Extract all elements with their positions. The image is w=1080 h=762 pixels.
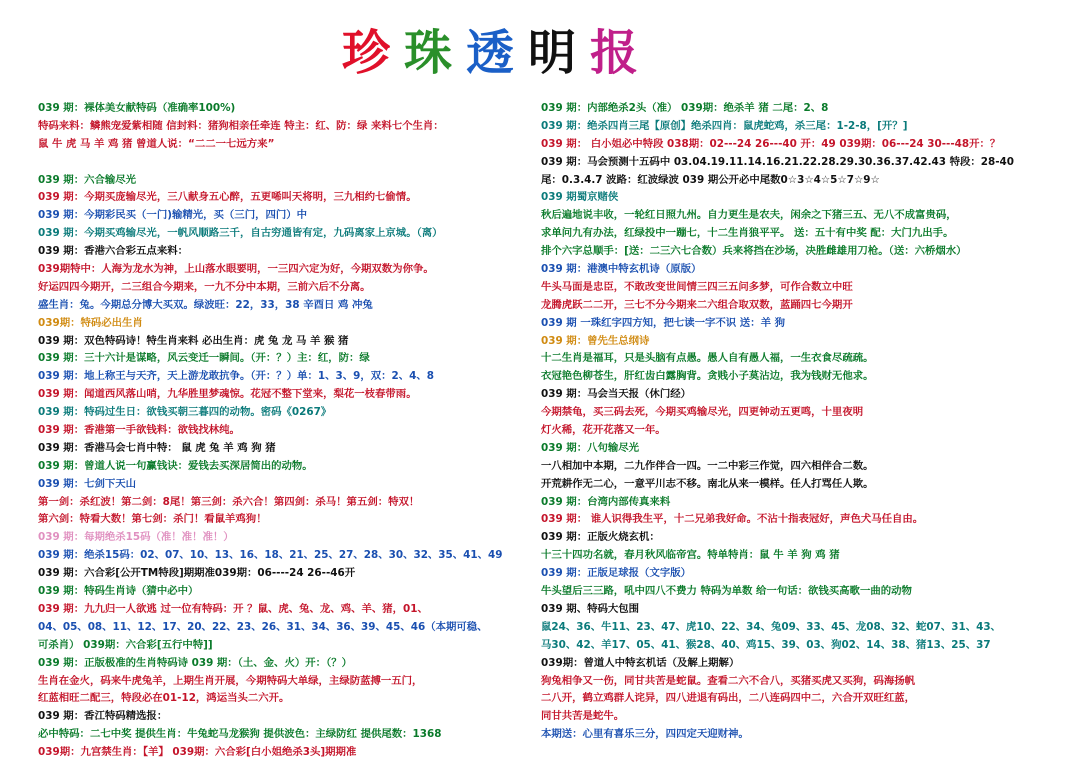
text-line: 039 期：今期买鸡输尽光，一帆风顺路三千，自古穷通皆有定，九码离家上京城。（离）	[38, 227, 443, 240]
text-line: 排个六字总顺手：[送：二三六七合数）兵来将挡在沙场，决胜雌雄用刀枪。（送：六桥烟水）	[541, 245, 967, 258]
text-line: 039 期、特码大包围	[541, 602, 640, 615]
text-line: 039 期：特码生肖诗（猜中必中）	[38, 585, 199, 598]
text-line: 039 期：六合输尽光	[38, 173, 137, 186]
text-line: 求单问九有办法，红绿投中一蹦七，十二生肖狼平平。 送：五十有中奖 配：大门九出手。	[541, 227, 954, 240]
text-line: 039 期蜀京赌侠	[541, 191, 619, 204]
text-line: 必中特码：二七中奖 提供生肖：牛兔蛇马龙猴狗 提供波色：主绿防红 提供尾数：1368	[38, 728, 442, 741]
text-line: 039 期： 谁人识得我生平，十二兄弟我好命。不沾十指表冠好，声色犬马任自由。	[541, 513, 924, 526]
text-line: 039期：特码必出生肖	[38, 316, 143, 329]
text-line: 039 期：正版火烧玄机：	[541, 531, 660, 544]
text-line: 039 期：马会当天报（休门经）	[541, 388, 691, 401]
text-line: 039 期：正版极准的生肖特码诗 039 期：（土、金、火）开：（？）	[38, 656, 352, 669]
text-line: 039 期：正版足球报（文字版）	[541, 567, 691, 580]
text-line: 特码来料：鳞熊宠爱紫相随 信封料：猪狗相亲任牵连 特主：红、防：绿 来料七个生肖：	[38, 119, 444, 132]
title-char: 珠	[403, 25, 452, 81]
text-line: 牛头马面是忠臣，不敢改变世间情三四三五问多梦，可作合数立中旺	[541, 280, 853, 293]
text-line: 039 期：内部绝杀2头（准） 039期：绝杀羊 猪 二尾：2、8	[541, 102, 829, 114]
text-line: 039 期：曾先生总纲诗	[541, 334, 650, 347]
text-line: 039期：曾道人中特玄机话（及解上期解）	[541, 656, 740, 669]
text-line: 秋后遍地说丰收，一轮红日照九州。自力更生是农夫，闲余之下猪三五、无八不成富贵码，	[541, 209, 957, 222]
text-line: 第六剑：特看大数！第七剑：杀门！看鼠羊鸡狗！	[38, 513, 267, 526]
text-line: 马30、42、羊17、05、41、猴28、40、鸡15、39、03、狗02、14、38、猪13、25、37	[541, 638, 991, 651]
text-line: 039 期：今期买庞输尽光，三八献身五心醉，五更唏叫天将明，三九相约七偷情。	[38, 191, 417, 204]
text-line: 039 期：闻道西风落山哨，九华胜里梦魂惊。花冠不整下堂来，梨花一枝春带雨。	[38, 388, 417, 401]
text-line: 039 期：每期绝杀15码（准！准！准！）	[38, 531, 234, 544]
text-line: 灯火稀，花开花落又一年。	[541, 424, 666, 437]
text-line: 039 期：双色特码诗！特生肖来料 必出生肖：虎 兔 龙 马 羊 猴 猪	[38, 334, 349, 347]
text-line: 十三十四功名就，春月秋风临帝宫。特单特肖：鼠 牛 羊 狗 鸡 猪	[541, 549, 840, 562]
text-line: 039 期：香港马会七肖中特： 鼠 虎 兔 羊 鸡 狗 猪	[38, 441, 276, 454]
text-line: 039 期：六合彩[公开TM特段]期期准039期：06----24 26--46开	[38, 567, 356, 580]
text-line: 039 期：八句输尽光	[541, 441, 640, 454]
text-line: 本期送：心里有喜乐三分，四四定天迎财神。	[541, 728, 749, 741]
right-column	[541, 100, 1041, 744]
blank-line	[38, 154, 518, 172]
text-line: 039 期：马会预测十五码中 03.04.19.11.14.16.21.22.28.29.30.36.37.42.43 特段：28-40	[541, 155, 1015, 168]
text-line: 红蓝相旺二配三，特段必在01-12，鸿运当头二六开。	[38, 692, 290, 705]
text-line: 鼠 牛 虎 马 羊 鸡 猪 曾道人说：“二二一七远方来”	[38, 137, 275, 150]
text-line: 039 期：曾道人说一句赢钱诀：爱钱去买深居简出的动物。	[38, 459, 313, 472]
text-line: 牛头望后三三路，吼中四八不费力 特码为单数 给一句话：欲钱买高歌一曲的动物	[541, 585, 912, 598]
text-line: 龙腾虎跃二二开，三七不分今期来二六组合取双数，蓝踊四七今期开	[541, 298, 853, 311]
text-line: 生肖在金火，码来牛虎兔羊，上期生肖开展，今期特码大单绿，主绿防蓝搏一五门，	[38, 674, 423, 687]
text-line: 039 期：三十六计是谋略，风云变迁一瞬间。（开：？）主：红，防：绿	[38, 352, 370, 365]
text-line: 039 期： 白小姐必中特段 038期：02---24 26---40 开：49 039期：06---24 30---48开：？	[541, 137, 1001, 150]
text-line: 039 期：今期彩民买（一门)输精光，买（三门，四门）中	[38, 209, 308, 222]
text-line: 039 期：香江特码精选报：	[38, 710, 168, 723]
text-line: 可杀肖） 039期：六合彩[五行中特]]	[38, 638, 213, 651]
text-line: 今期禁龟，买三码去死，今期买鸡输尽光，四更钟动五更鸣，十里夜明	[541, 406, 864, 419]
text-line: 039 期：裸体美女献特码（准确率100%)	[38, 102, 236, 114]
text-line: 第一剑：杀红波！第二剑：8尾！第三剑：杀六合！第四剑：杀马！第五剑：特双！	[38, 495, 420, 508]
text-line: 狗兔相争又一伤，同甘共苦是蛇鼠。查看二六不合八，买猪买虎又买狗，码海扬帆	[541, 674, 916, 687]
text-line: 039期特中：人海为龙水为神，上山落水眼要明，一三四六定为好，今期双数为你争。	[38, 263, 434, 276]
text-line: 039 期：九九归一人欲逃 过一位有特码：开 ？鼠、虎、兔、龙、鸡、羊、猪，01、	[38, 602, 428, 615]
masthead-title	[300, 18, 680, 88]
text-line: 039 期：地上称王与天齐，天上游龙敢抗争。（开：？）单：1、3、9，双：2、4、8	[38, 370, 434, 383]
left-column	[38, 100, 518, 762]
text-line: 039 期 一珠红字四方知，把七读一字不识 送：羊 狗	[541, 316, 785, 329]
text-line: 039 期：台湾内部传真来料	[541, 495, 671, 508]
text-line: 尾：0.3.4.7 波路：红波绿波 039 期公开必中尾数0☆3☆4☆5☆7☆9☆	[541, 173, 880, 186]
text-line: 039 期：特码过生日：欲钱买朝三暮四的动物。密码《0267》	[38, 406, 332, 419]
title-char: 透	[465, 25, 514, 81]
text-line: 039 期：香港六合彩五点来料：	[38, 245, 188, 258]
text-line: 盛生肖：兔。今期总分博大买双。绿波旺：22，33，38 辛酉日 鸡 冲兔	[38, 298, 373, 311]
text-line: 一八相加中本期，二九作伴合一四。一二中彩三作觉，四六相伴合二数。	[541, 459, 874, 472]
text-line: 039 期：香港第一手欲钱料：欲钱找林纯。	[38, 424, 240, 437]
text-line: 开荒耕作无二心，一意平川志不移。南北从来一模样。任人打骂任人欺。	[541, 477, 874, 490]
title-char: 明	[528, 25, 577, 81]
text-line: 039期：九宫禁生肖：【羊】 039期：六合彩[白小姐绝杀3头]期期准	[38, 746, 357, 759]
text-line: 鼠24、36、牛11、23、47、虎10、22、34、兔09、33、45、龙08、32、蛇07、31、43、	[541, 620, 1001, 633]
text-line: 衣冠艳色柳苍生，肝红齿白露胸背。贪贱小子莫沾边，我为钱财无他求。	[541, 370, 874, 383]
text-line: 039 期：绝杀四肖三尾【原创】绝杀四肖：鼠虎蛇鸡，杀三尾：1-2-8，[开？]	[541, 119, 908, 132]
text-line: 同甘共苦是蛇牛。	[541, 710, 625, 723]
text-line: 04、05、08、11、12、17、20、22、23、26、31、34、36、39、45、46（本期可稳、	[38, 620, 488, 633]
text-line: 039 期：七剑下天山	[38, 477, 137, 490]
text-line: 好运四四今期开，二三组合今期来，一九不分中本期，三前六后不分离。	[38, 280, 371, 293]
text-line: 十二生肖是福耳，只是头脑有点愚。愚人自有愚人福，一生衣食尽疏疏。	[541, 352, 874, 365]
text-line: 039 期：绝杀15码：02、07、10、13、16、18、21、25、27、28、30、32、35、41、49	[38, 549, 503, 562]
title-char: 珍	[341, 25, 390, 81]
title-char: 报	[590, 25, 639, 81]
text-line: 二八开，鹤立鸡群人诧异，四八进退有码出，二八连码四中二，六合开双旺红蓝，	[541, 692, 916, 705]
text-line: 039 期：港澳中特玄机诗（原版）	[541, 263, 702, 276]
